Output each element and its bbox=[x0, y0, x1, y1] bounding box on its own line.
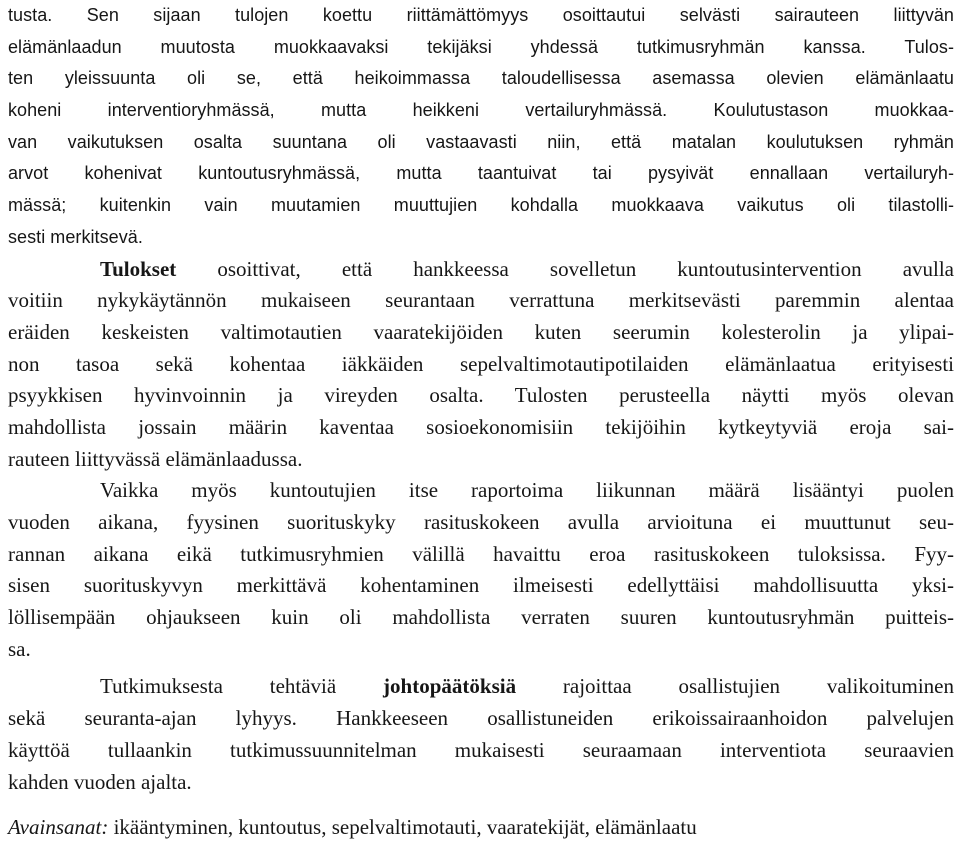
text-line: koheni interventioryhmässä, mutta heikkeni vertailuryhmässä. Koulutustason muokkaa- bbox=[8, 100, 954, 121]
bold-term: johtopäätöksiä bbox=[383, 674, 517, 699]
text-line: rannan aikana eikä tutkimusryhmien välillä havaittu eroa rasituskokeen tuloksissa. Fyy- bbox=[8, 541, 954, 566]
text-line: eräiden keskeisten valtimotautien vaaratekijöiden kuten seerumin kolesterolin ja ylipai- bbox=[8, 319, 954, 344]
text-line: vuoden aikana, fyysinen suorituskyky rasituskokeen avulla arvioituna ei muuttunut seu- bbox=[8, 510, 954, 534]
paragraph-results-moderation bbox=[8, 0, 954, 254]
text-line: käyttöä tullaankin tutkimussuunnitelman mukaisesti seuraamaan interventiota seuraavien bbox=[8, 737, 954, 762]
paragraph-results bbox=[8, 254, 954, 476]
text-line: kahden vuoden ajalta. bbox=[8, 769, 192, 794]
text-line: arvot kohenivat kuntoutusryhmässä, mutta taantuivat tai pysyivät ennallaan vertailuryh- bbox=[8, 163, 954, 184]
keywords bbox=[8, 812, 954, 844]
document-page bbox=[8, 0, 954, 844]
text-line: sekä seuranta-ajan lyhyys. Hankkeeseen osallistuneiden erikoissairaanhoidon palvelujen bbox=[8, 706, 954, 731]
paragraph-conclusions bbox=[8, 671, 954, 798]
text-line: sesti merkitsevä. bbox=[8, 226, 143, 247]
text-line: ten yleissuunta oli se, että heikoimmassa taloudellisessa asemassa olevien elämänlaatu bbox=[8, 68, 954, 89]
text-line: psyykkisen hyvinvoinnin ja vireyden osalta. Tulosten perusteella näytti myös olevan bbox=[8, 383, 954, 408]
text-line: sa. bbox=[8, 636, 31, 661]
text-line: sisen suorituskyvyn merkittävä kohentaminen ilmeisesti edellyttäisi mahdollisuutta yksi- bbox=[8, 573, 954, 598]
paragraph-physical-performance bbox=[8, 475, 954, 665]
text-line: Vaikka myös kuntoutujien itse raportoima liikunnan määrä lisääntyi puolen bbox=[100, 478, 954, 503]
text-line: elämänlaadun muutosta muokkaavaksi tekijäksi yhdessä tutkimusryhmän kanssa. Tulos- bbox=[8, 36, 954, 57]
text-line: voitiin nykykäytännön mukaiseen seurantaan verrattuna merkitsevästi paremmin alentaa bbox=[8, 288, 954, 313]
text-line: mässä; kuitenkin vain muutamien muuttujien kohdalla muokkaava vaikutus oli tilastolli- bbox=[8, 195, 954, 216]
text-line: rauteen liittyvässä elämänlaadussa. bbox=[8, 446, 303, 471]
paragraph-gap bbox=[8, 798, 954, 812]
text-line: non tasoa sekä kohentaa iäkkäiden sepelvaltimotautipotilaiden elämänlaatua erityisesti bbox=[8, 351, 954, 376]
text-line: Tulokset osoittivat, että hankkeessa sovelletun kuntoutusintervention avulla bbox=[100, 256, 954, 281]
bold-term: Tulokset bbox=[100, 256, 177, 281]
keywords-label: Avainsanat: bbox=[8, 815, 109, 840]
text-line: mahdollista jossain määrin kaventaa sosioekonomisiin tekijöihin kytkeytyviä eroja sai- bbox=[8, 414, 954, 439]
text-line: Tutkimuksesta tehtäviä johtopäätöksiä rajoittaa osallistujien valikoituminen bbox=[100, 674, 954, 699]
text-line: tusta. Sen sijaan tulojen koettu riittämättömyys osoittautui selvästi sairauteen liittyvän bbox=[8, 5, 954, 25]
keywords-line bbox=[8, 812, 954, 844]
text-line: van vaikutuksen osalta suuntana oli vastaavasti niin, että matalan koulutuksen ryhmän bbox=[8, 131, 954, 152]
keywords-text: ikääntyminen, kuntoutus, sepelvaltimotauti, vaaratekijät, elämänlaatu bbox=[108, 815, 697, 840]
text-line: löllisempään ohjaukseen kuin oli mahdollista verraten suuren kuntoutusryhmän puitteis- bbox=[8, 605, 954, 630]
